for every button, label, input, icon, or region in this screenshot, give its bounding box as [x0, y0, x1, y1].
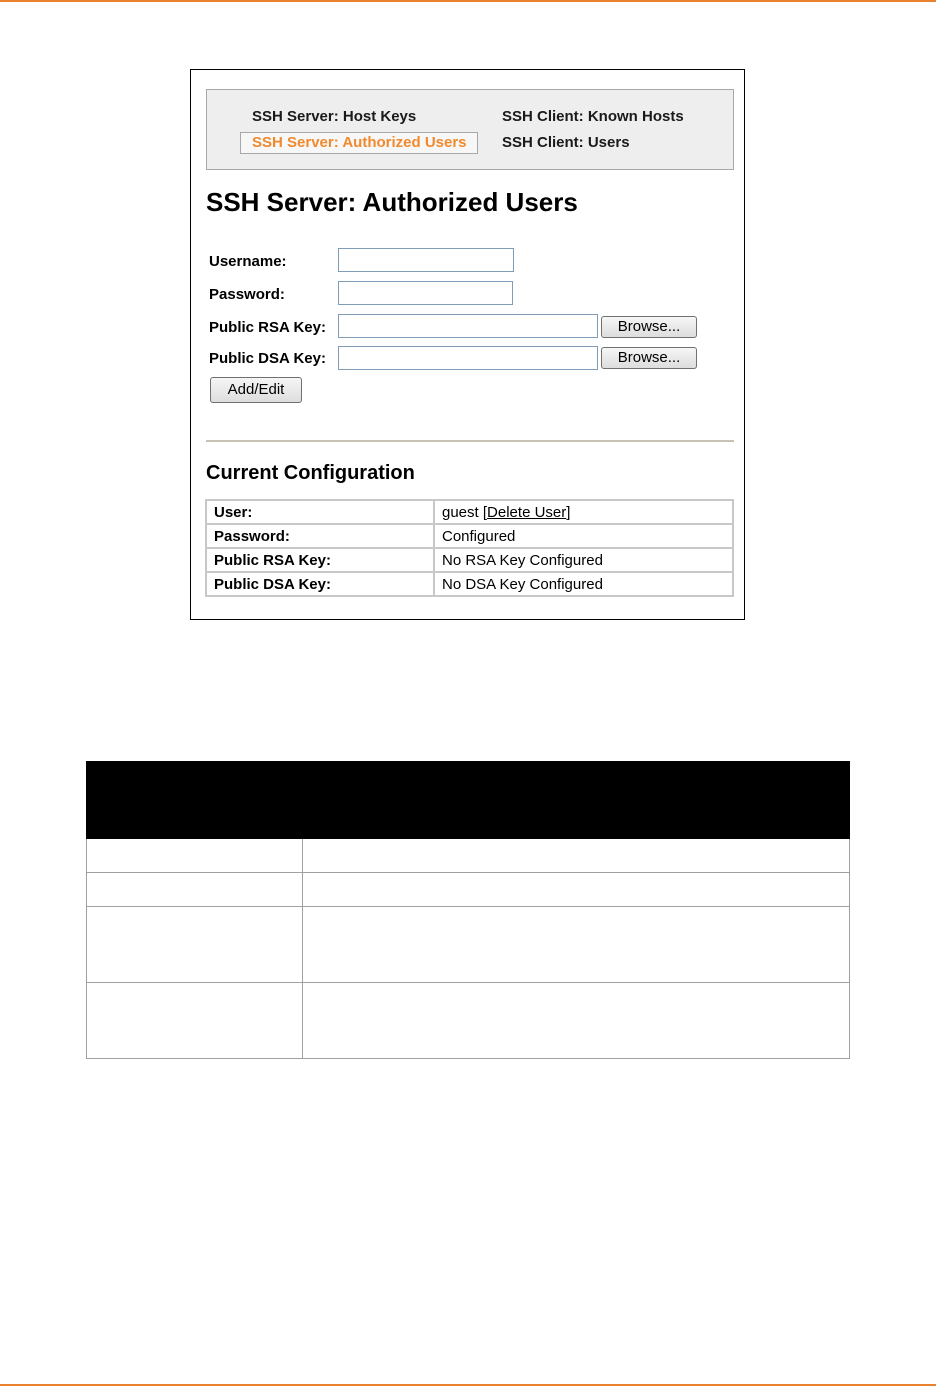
- header-cell-1: [87, 762, 303, 839]
- nav-ssh-client-users[interactable]: SSH Client: Users: [502, 134, 630, 151]
- password-label: Password:: [209, 286, 285, 303]
- delete-user-bracket-close: ]: [566, 503, 571, 521]
- nav-ssh-server-authorized-users[interactable]: SSH Server: Authorized Users: [240, 132, 478, 154]
- config-key-password: Password:: [206, 524, 434, 548]
- screenshot-frame: [190, 69, 745, 620]
- public-dsa-key-input[interactable]: [338, 346, 598, 370]
- table-row: [87, 873, 850, 907]
- current-configuration-title: Current Configuration: [206, 462, 415, 484]
- table-cell: [303, 839, 850, 873]
- table-row: [206, 572, 733, 596]
- current-configuration-table: [205, 499, 734, 597]
- nav-ssh-server-host-keys[interactable]: SSH Server: Host Keys: [252, 108, 417, 125]
- dsa-browse-button[interactable]: Browse...: [601, 347, 697, 369]
- table-row: [206, 548, 733, 572]
- delete-user-bracket-open: [: [482, 503, 488, 521]
- config-value-dsa: No DSA Key Configured: [434, 572, 733, 596]
- table-cell: [87, 839, 303, 873]
- config-value-rsa: No RSA Key Configured: [434, 548, 733, 572]
- user-value: guest: [442, 503, 479, 521]
- table-cell: [303, 983, 850, 1059]
- public-rsa-key-label: Public RSA Key:: [209, 319, 326, 336]
- section-divider: [206, 440, 734, 442]
- table-cell: [87, 873, 303, 907]
- ssh-nav-menu: [206, 89, 734, 170]
- config-value-user: [434, 500, 733, 524]
- table-row: [87, 983, 850, 1059]
- table-cell: [303, 873, 850, 907]
- table-row: [206, 500, 733, 524]
- page-top-rule: [0, 0, 936, 2]
- document-table: [86, 761, 850, 1059]
- add-edit-button[interactable]: Add/Edit: [210, 377, 302, 403]
- table-row: [87, 839, 850, 873]
- config-key-dsa: Public DSA Key:: [206, 572, 434, 596]
- page-bottom-rule: [0, 1384, 936, 1386]
- table-cell: [303, 907, 850, 983]
- public-rsa-key-input[interactable]: [338, 314, 598, 338]
- table-row: [87, 907, 850, 983]
- config-value-password: Configured: [434, 524, 733, 548]
- header-cell-2: [303, 762, 850, 839]
- rsa-browse-button[interactable]: Browse...: [601, 316, 697, 338]
- delete-user-link[interactable]: Delete User: [487, 503, 567, 521]
- nav-ssh-client-known-hosts[interactable]: SSH Client: Known Hosts: [502, 108, 684, 125]
- config-key-rsa: Public RSA Key:: [206, 548, 434, 572]
- table-cell: [87, 907, 303, 983]
- password-input[interactable]: [338, 281, 513, 305]
- config-key-user: User:: [206, 500, 434, 524]
- table-row: [206, 524, 733, 548]
- username-label: Username:: [209, 253, 287, 270]
- page-title: SSH Server: Authorized Users: [206, 187, 578, 217]
- username-input[interactable]: [338, 248, 514, 272]
- public-dsa-key-label: Public DSA Key:: [209, 350, 326, 367]
- document-table-header: [87, 762, 850, 839]
- table-cell: [87, 983, 303, 1059]
